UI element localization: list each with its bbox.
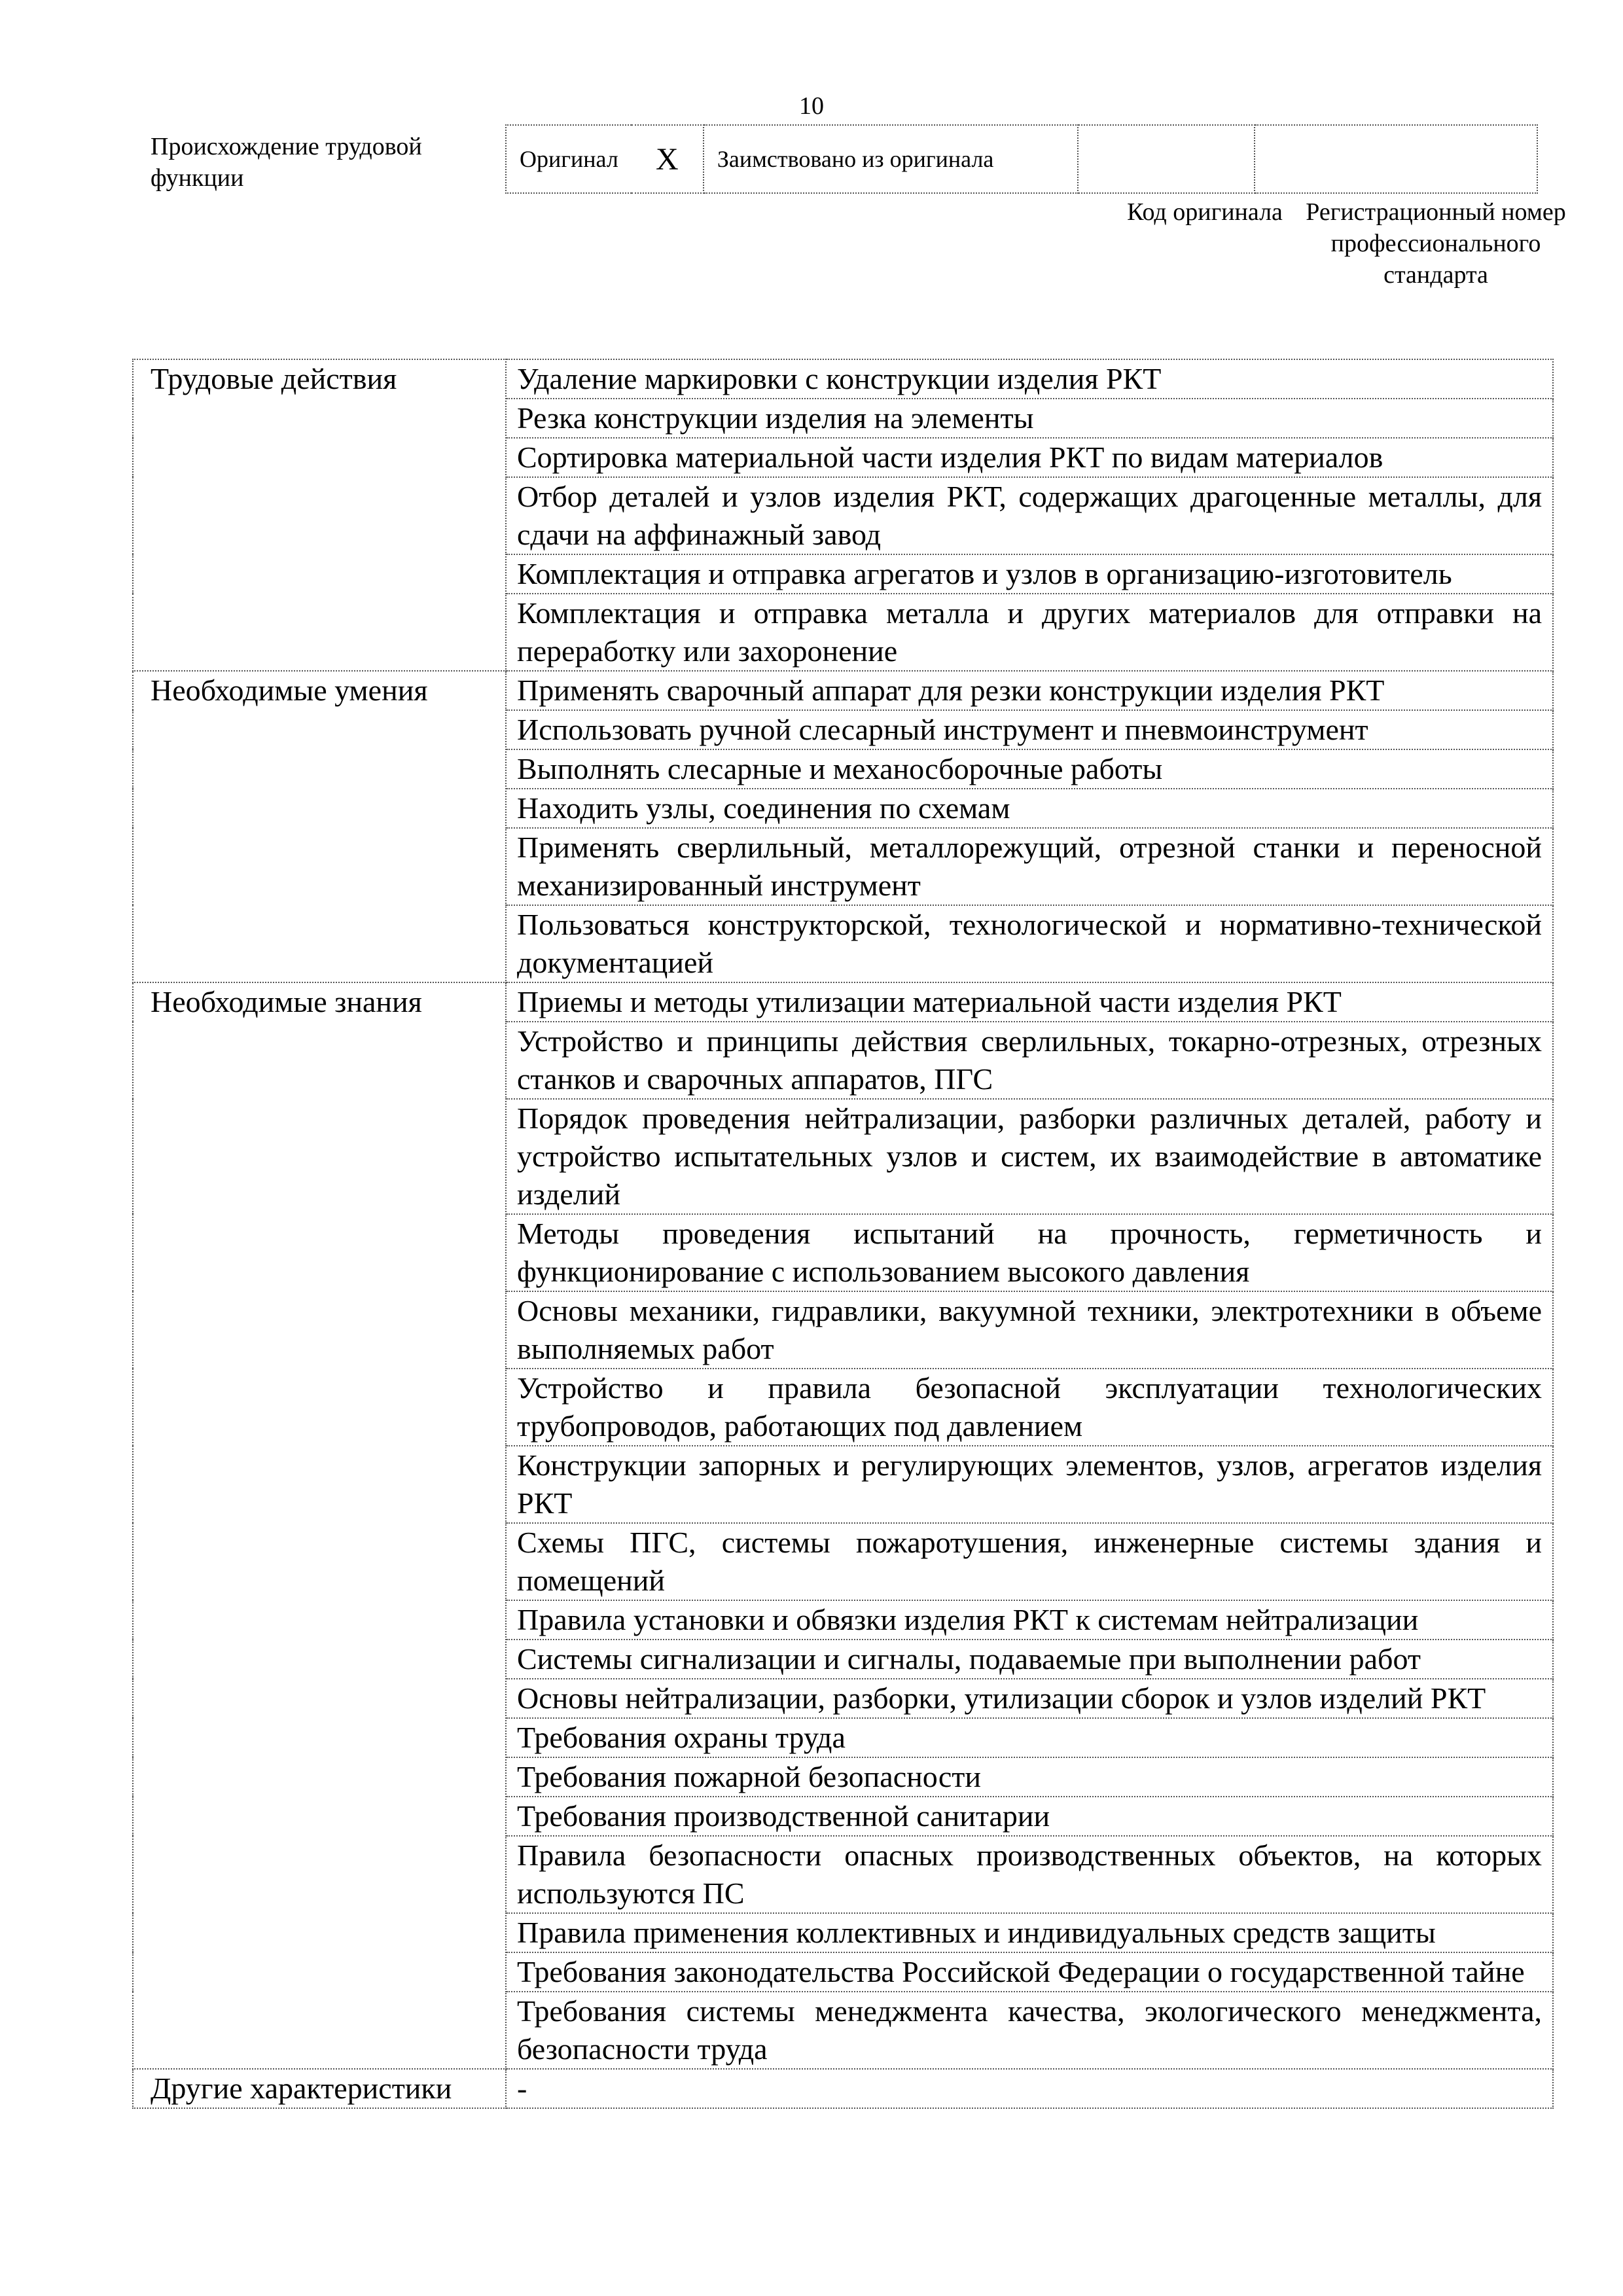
registration-number-cell bbox=[1255, 125, 1537, 193]
section-item: Комплектация и отправка агрегатов и узлов в организацию-изготовитель bbox=[506, 554, 1553, 594]
registration-caption: Регистрационный номер профессионального стандарта bbox=[1306, 198, 1566, 289]
code-caption: Код оригинала bbox=[1127, 198, 1283, 226]
labor-function-table bbox=[132, 359, 1554, 2109]
borrowed-label: Заимствовано из оригинала bbox=[704, 125, 1078, 193]
table-row bbox=[133, 2069, 1553, 2108]
section-item: Основы механики, гидравлики, вакуумной техники, электротехники в объеме выполняемых работ bbox=[506, 1291, 1553, 1369]
page-number: 10 bbox=[799, 92, 824, 120]
section-item: Методы проведения испытаний на прочность, герметичность и функционирование с использованием высокого давления bbox=[506, 1214, 1553, 1291]
section-title: Трудовые действия bbox=[133, 359, 506, 671]
original-code-cell bbox=[1078, 125, 1255, 193]
section-item: Схемы ПГС, системы пожаротушения, инженерные системы здания и помещений bbox=[506, 1523, 1553, 1600]
section-item: Конструкции запорных и регулирующих элементов, узлов, агрегатов изделия РКТ bbox=[506, 1446, 1553, 1523]
section-item: Применять сварочный аппарат для резки конструкции изделия РКТ bbox=[506, 671, 1553, 710]
section-title: Другие характеристики bbox=[133, 2069, 506, 2108]
section-item: Сортировка материальной части изделия РКТ по видам материалов bbox=[506, 438, 1553, 477]
table-row bbox=[133, 359, 1553, 399]
section-item: Основы нейтрализации, разборки, утилизации сборок и узлов изделий РКТ bbox=[506, 1679, 1553, 1718]
section-item: Выполнять слесарные и механосборочные работы bbox=[506, 749, 1553, 789]
origin-table bbox=[505, 124, 1538, 194]
section-item: Требования системы менеджмента качества, экологического менеджмента, безопасности труда bbox=[506, 1992, 1553, 2069]
section-item: Использовать ручной слесарный инструмент и пневмоинструмент bbox=[506, 710, 1553, 749]
section-item: Комплектация и отправка металла и других материалов для отправки на переработку или захоронение bbox=[506, 594, 1553, 671]
section-item: Резка конструкции изделия на элементы bbox=[506, 399, 1553, 438]
original-mark: X bbox=[632, 125, 704, 193]
table-row bbox=[133, 982, 1553, 1022]
section-item: Требования пожарной безопасности bbox=[506, 1757, 1553, 1797]
section-item: Порядок проведения нейтрализации, разборки различных деталей, работу и устройство испытательных узлов и систем, их взаимодействие в автоматике изделий bbox=[506, 1099, 1553, 1214]
section-item: Приемы и методы утилизации материальной части изделия РКТ bbox=[506, 982, 1553, 1022]
section-item: Правила применения коллективных и индивидуальных средств защиты bbox=[506, 1913, 1553, 1952]
section-item: Правила безопасности опасных производственных объектов, на которых используются ПС bbox=[506, 1836, 1553, 1913]
section-item: Удаление маркировки с конструкции изделия РКТ bbox=[506, 359, 1553, 399]
section-item: Устройство и принципы действия сверлильных, токарно-отрезных, отрезных станков и сварочных аппаратов, ПГС bbox=[506, 1022, 1553, 1099]
section-item: Требования производственной санитарии bbox=[506, 1797, 1553, 1836]
section-item: Отбор деталей и узлов изделия РКТ, содержащих драгоценные металлы, для сдачи на аффинажный завод bbox=[506, 477, 1553, 554]
section-item: Требования законодательства Российской Федерации о государственной тайне bbox=[506, 1952, 1553, 1992]
table-row bbox=[133, 671, 1553, 710]
section-item: Системы сигнализации и сигналы, подаваемые при выполнении работ bbox=[506, 1640, 1553, 1679]
origin-label: Происхождение трудовой функции bbox=[151, 133, 422, 192]
section-item: Требования охраны труда bbox=[506, 1718, 1553, 1757]
section-item: Применять сверлильный, металлорежущий, отрезной станки и переносной механизированный инструмент bbox=[506, 828, 1553, 905]
section-item: Устройство и правила безопасной эксплуатации технологических трубопроводов, работающих под давлением bbox=[506, 1369, 1553, 1446]
original-label: Оригинал bbox=[506, 125, 632, 193]
section-title: Необходимые знания bbox=[133, 982, 506, 2069]
section-title: Необходимые умения bbox=[133, 671, 506, 982]
section-item: - bbox=[506, 2069, 1553, 2108]
section-item: Пользоваться конструкторской, технологической и нормативно-технической документацией bbox=[506, 905, 1553, 982]
section-item: Правила установки и обвязки изделия РКТ к системам нейтрализации bbox=[506, 1600, 1553, 1640]
section-item: Находить узлы, соединения по схемам bbox=[506, 789, 1553, 828]
